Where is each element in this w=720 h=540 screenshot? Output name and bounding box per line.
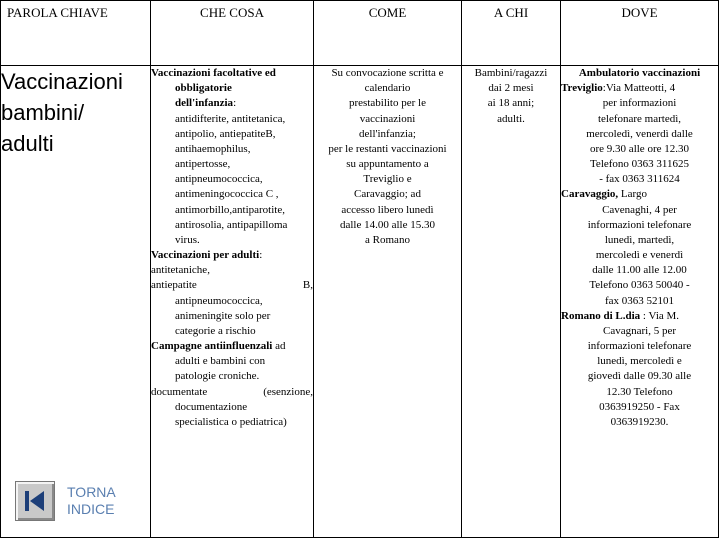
dove-line: informazioni telefonare	[587, 218, 692, 231]
torna-label: TORNA	[67, 483, 116, 500]
dove-line: mercoledì e venerdì	[595, 249, 684, 262]
come-line: su appuntamento a	[346, 158, 429, 171]
adulti-title: Vaccinazioni per adulti	[151, 249, 260, 262]
list-item: antipolio, antiepatiteB,	[175, 127, 276, 140]
come-line: prestabilito per le	[349, 97, 426, 110]
list-item: patologie croniche.	[175, 370, 260, 383]
come-cell	[314, 66, 462, 538]
dove-line: - fax 0363 311624	[599, 173, 680, 186]
dove-line: lunedì, martedì,	[604, 233, 675, 246]
header-parola-chiave: PAROLA CHIAVE	[1, 1, 151, 66]
header-a-chi: A CHI	[462, 1, 561, 66]
infanzia-title: dell'infanzia	[175, 97, 234, 110]
list-item: documentazione	[175, 400, 248, 413]
list-item: animeningite solo per	[175, 309, 271, 322]
come-line: dalle 14.00 alle 15.30	[339, 218, 435, 231]
a-chi-cell	[462, 66, 561, 538]
a-chi-line: dai 2 mesi	[488, 82, 534, 95]
dove-line: per informazioni	[602, 97, 677, 110]
keyword-line: Vaccinazioni	[1, 69, 123, 94]
list-item: antihaemophilus,	[175, 142, 251, 155]
list-item: antimeningococcica C ,	[175, 188, 279, 201]
caravaggio-label: Caravaggio,	[561, 188, 619, 201]
treviglio-address: :Via Matteotti, 4	[602, 82, 676, 95]
list-item: antidifterite, antitetanica,	[175, 112, 286, 125]
come-line: Treviglio e	[363, 173, 412, 186]
come-line: calendario	[364, 82, 411, 95]
list-item: documentate	[151, 385, 208, 398]
header-dove: DOVE	[561, 1, 719, 66]
dove-line: mercoledì, venerdì dalle	[586, 127, 693, 140]
campagne-title: Campagne antiinfluenzali	[151, 340, 273, 353]
come-line: dell'infanzia;	[359, 127, 416, 140]
list-item: specialistica o pediatrica)	[175, 415, 287, 428]
header-che-cosa: CHE COSA	[151, 1, 314, 66]
dove-line: Cavagnari, 5 per	[603, 324, 676, 337]
list-item: antipneumococcica,	[175, 173, 263, 186]
a-chi-line: adulti.	[497, 112, 525, 125]
dove-line: fax 0363 52101	[604, 294, 675, 307]
come-line: a Romano	[365, 233, 410, 246]
dove-line: telefonare martedì,	[597, 112, 682, 125]
romano-label: Romano di L.dia	[561, 309, 641, 322]
come-line: per le restanti vaccinazioni	[328, 142, 447, 155]
come-line: accesso libero lunedì	[341, 203, 434, 216]
come-line: vaccinazioni	[359, 112, 416, 125]
keyword-cell	[1, 66, 151, 538]
dove-line: 0363919230.	[610, 415, 669, 428]
list-item: antitetaniche,	[151, 264, 210, 277]
dove-title: Ambulatorio vaccinazioni	[578, 67, 701, 79]
dove-line: 0363919250 - Fax	[599, 400, 680, 413]
list-item: antipertosse,	[175, 158, 231, 171]
che-cosa-cell: Vaccinazioni facoltative ed obbligatorie dell'infanzia: antidifterite, antitetanica, antipolio, antiepatiteB, antihaemophilus, antipertosse, antipneumococcica, antimeningococcica C , antimorbillo,antiparotite, antirosolia, antipapilloma virus. Vaccinazioni per adulti: antitetaniche, antiepatite B, antipneumococcica, animeningite solo per categorie a rischio Campagne antiinfluenzali ad adulti e bambini con patologie croniche. documentate (esenzione, documentazione specialistica o pediatrica)	[151, 66, 314, 538]
keyword-line: bambini/	[1, 100, 85, 126]
list-item: antipneumococcica,	[175, 294, 263, 307]
caravaggio-address: Largo	[618, 188, 647, 201]
list-item: (esenzione,	[263, 385, 313, 398]
come-line: Su convocazione scritta e	[331, 67, 444, 79]
facoltative-title: Vaccinazioni facoltative ed	[151, 67, 276, 79]
torna-indice-label[interactable]	[67, 484, 116, 519]
dove-line: 12.30 Telefono	[606, 385, 673, 398]
list-item: antirosolia, antipapilloma	[175, 218, 288, 231]
a-chi-line: ai 18 anni;	[487, 97, 535, 110]
dove-cell	[561, 66, 719, 538]
romano-address: : Via M.	[640, 309, 680, 322]
list-item: antiepatite	[151, 279, 197, 292]
list-item: categorie a rischio	[175, 324, 256, 337]
campagne-suffix: ad	[275, 340, 286, 353]
content-row	[1, 66, 719, 538]
come-line: Caravaggio; ad	[354, 188, 421, 201]
dove-line: Telefono 0363 50040 -	[589, 279, 690, 292]
skip-to-start-icon	[22, 488, 48, 514]
dove-line: giovedì dalle 09.30 alle	[587, 370, 692, 383]
obbligatorie-title: obbligatorie	[175, 82, 232, 95]
dove-line: lunedì, mercoledì e	[597, 355, 682, 368]
header-come: COME	[314, 1, 462, 66]
dove-line: dalle 11.00 alle 12.00	[592, 264, 687, 277]
dove-line: ore 9.30 alle ore 12.30	[590, 142, 689, 155]
list-item: B,	[302, 279, 313, 292]
dove-line: Cavenaghi, 4 per	[602, 203, 677, 216]
a-chi-line: Bambini/ragazzi	[474, 67, 548, 79]
list-item: adulti e bambini con	[175, 355, 266, 368]
keyword-line: adulti	[1, 131, 54, 157]
torna-indice-link[interactable]	[15, 478, 125, 524]
header-row	[1, 1, 719, 66]
dove-line: informazioni telefonare	[587, 340, 692, 353]
torna-indice-button[interactable]	[15, 481, 55, 521]
indice-label: INDICE	[67, 501, 115, 517]
treviglio-label: Treviglio	[561, 82, 603, 95]
list-item: virus.	[175, 233, 200, 246]
list-item: antimorbillo,antiparotite,	[175, 203, 285, 216]
dove-line: Telefono 0363 311625	[589, 158, 690, 171]
